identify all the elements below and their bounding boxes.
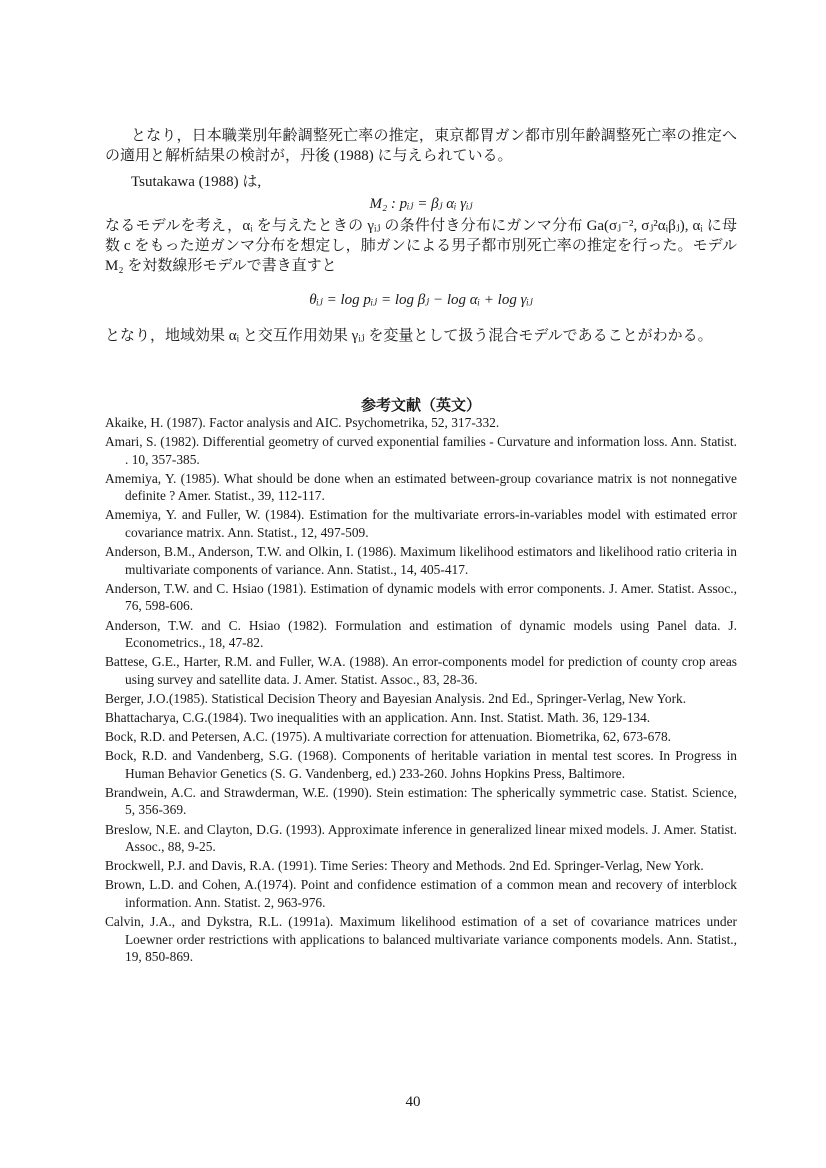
model-paragraph: なるモデルを考え，αᵢ を与えたときの γᵢⱼ の条件付き分布にガンマ分布 Ga(σⱼ⁻², σⱼ²αᵢβⱼ), αᵢ に母数 c をもった逆ガンマ分布を想定し，肺ガンによる男子都市別死亡率の推定を行った。モデル M₂ を対数線形モデルで書き直すと xyxy=(105,218,737,274)
reference-item: Anderson, T.W. and C. Hsiao (1981). Estimation of dynamic models with error components. J. Amer. Statist. Assoc., 76, 598-606. xyxy=(105,580,737,614)
reference-item: Brandwein, A.C. and Strawderman, W.E. (1990). Stein estimation: The spherically symmetric case. Statist. Science, 5, 356-369. xyxy=(105,784,737,818)
reference-item: Brockwell, P.J. and Davis, R.A. (1991). Time Series: Theory and Methods. 2nd Ed. Springer-Verlag, New York. xyxy=(105,858,704,874)
reference-item: Calvin, J.A., and Dykstra, R.L. (1991a). Maximum likelihood estimation of a set of covariance matrices under Loewner order restrictions with applications to balanced multivariate variance components models. Ann. Statist., 19, 850-869. xyxy=(105,914,737,965)
reference-item: Battese, G.E., Harter, R.M. and Fuller, W.A. (1988). An error-components model for prediction of county crop areas using survey and satellite data. J. Amer. Statist. Assoc., 83, 28-36. xyxy=(105,654,737,687)
closing-paragraph: となり，地域効果 αᵢ と交互作用効果 γᵢⱼ を変量として扱う混合モデルであることがわかる。 xyxy=(105,328,713,344)
intro-paragraph: となり，日本職業別年齢調整死亡率の推定，東京都胃ガン都市別年齢調整死亡率の推定への適用と解析結果の検討が，丹後 (1988) に与えられている。 xyxy=(105,128,737,164)
reference-item: Anderson, T.W. and C. Hsiao (1982). Formulation and estimation of dynamic models using Panel data. J. Econometrics., 18, 47-82. xyxy=(105,617,737,651)
reference-item: Bhattacharya, C.G.(1984). Two inequalities with an application. Ann. Inst. Statist. Math. 36, 129-134. xyxy=(105,710,651,725)
reference-item: Amemiya, Y. and Fuller, W. (1984). Estimation for the multivariate errors-in-variables model with estimated error covariance matrix. Ann. Statist., 12, 497-509. xyxy=(105,507,737,541)
reference-item: Amari, S. (1982). Differential geometry of curved exponential families - Curvature and information loss. Ann. Statist. . 10, 357-385. xyxy=(105,434,737,467)
reference-item: Bock, R.D. and Petersen, A.C. (1975). A multivariate correction for attenuation. Biometrika, 62, 673-678. xyxy=(105,729,672,745)
equation-log: θᵢⱼ = log pᵢⱼ = log βⱼ − log αᵢ + log γᵢⱼ xyxy=(309,292,533,308)
reference-item: Anderson, B.M., Anderson, T.W. and Olkin, I. (1986). Maximum likelihood estimators and likelihood ratio criteria in multivariate components of variance. Ann. Statist., 14, 405-417. xyxy=(105,544,737,577)
references-list xyxy=(105,414,737,967)
reference-item: Amemiya, Y. (1985). What should be done when an estimated between-group covariance matrix is not nonnegative definite ? Amer. Statist., 39, 112-117. xyxy=(105,470,737,504)
reference-item: Breslow, N.E. and Clayton, D.G. (1993). Approximate inference in generalized linear mixed models. J. Amer. Statist. Assoc., 88, 9-25. xyxy=(105,821,737,855)
reference-item: Berger, J.O.(1985). Statistical Decision Theory and Bayesian Analysis. 2nd Ed., Springer-Verlag, New York. xyxy=(105,690,687,706)
equation-m2: M₂ : pᵢⱼ = βⱼ αᵢ γᵢⱼ xyxy=(369,196,473,212)
references-title: 参考文献（英文） xyxy=(360,398,481,414)
reference-item: Akaike, H. (1987). Factor analysis and AIC. Psychometrika, 52, 317-332. xyxy=(105,415,500,430)
tsutakawa-line: Tsutakawa (1988) は, xyxy=(131,174,262,190)
reference-item: Bock, R.D. and Vandenberg, S.G. (1968). Components of heritable variation in mental test scores. In Progress in Human Behavior Genetics (S. G. Vandenberg, ed.) 233-260. Johns Hopkins Press, Baltimore. xyxy=(105,748,737,781)
page-number: 40 xyxy=(405,1094,421,1110)
reference-item: Brown, L.D. and Cohen, A.(1974). Point and confidence estimation of a common mean and recovery of interblock information. Ann. Statist. 2, 963-976. xyxy=(105,877,737,910)
